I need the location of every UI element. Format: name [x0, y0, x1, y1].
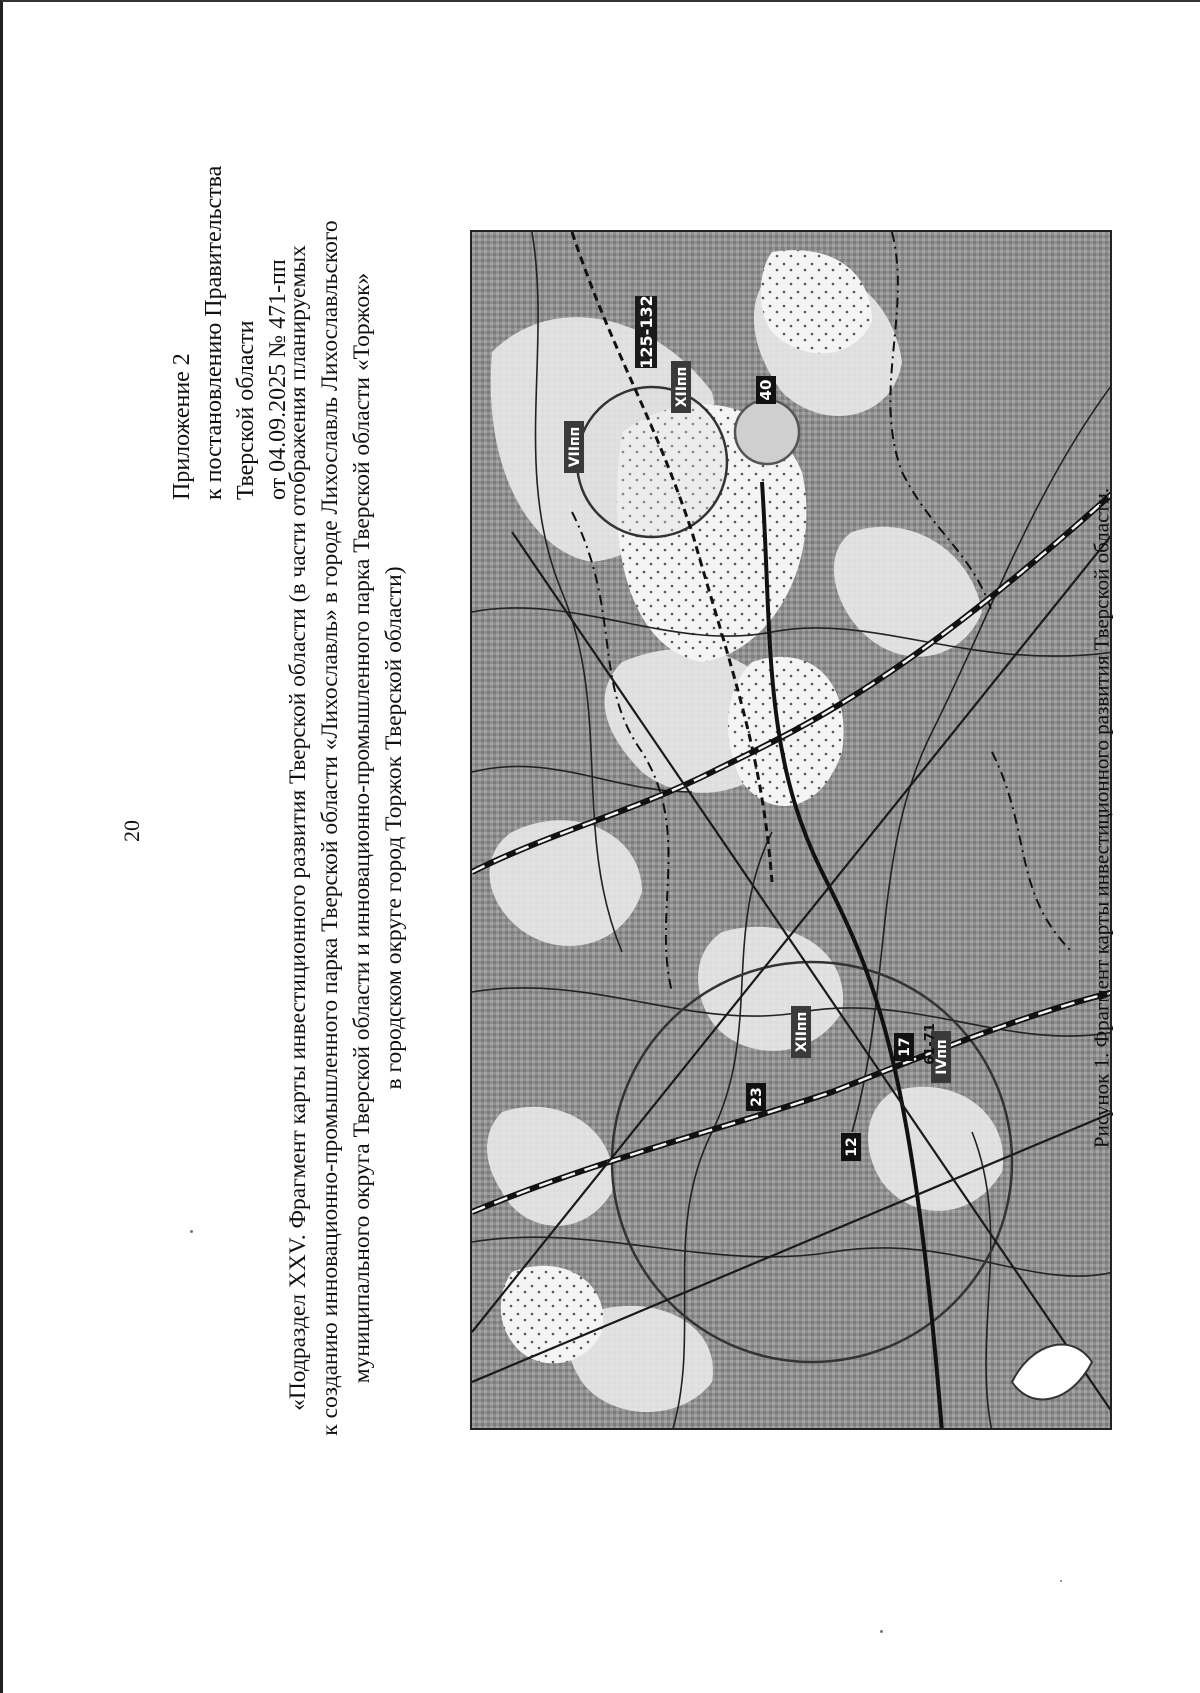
appendix-block	[166, 100, 294, 500]
figure-caption: Рисунок 1. Фрагмент карты инвестиционного развития Тверской области.	[1089, 487, 1114, 1149]
heading-line-1: «Подраздел XXV. Фрагмент карты инвестиционного развития Тверской области (в части отображения планируемых	[285, 245, 311, 1411]
map-label-40: 40	[757, 379, 775, 401]
map-label-125-132: 125-132	[637, 295, 656, 369]
scan-speck	[190, 1230, 193, 1233]
scan-speck	[1060, 1580, 1062, 1582]
section-heading	[282, 118, 410, 1538]
heading-line-3: муниципального округа Тверской области и инновационно-промышленного парка Тверской области «Торжок»	[349, 272, 375, 1384]
appendix-line-2: к постановлению Правительства	[201, 165, 227, 500]
map-svg	[472, 232, 1112, 1430]
map-label-vii: VIIпп	[567, 426, 583, 468]
appendix-line-4: от 04.09.2025 № 471-пп	[265, 259, 291, 500]
heading-line-2: к созданию инновационно-промышленного парка Тверской области «Лихославль» в городе Лихославль Лихославльского	[317, 220, 343, 1436]
appendix-line-1: Приложение 2	[169, 353, 195, 500]
map-label-xiii: XIIпп	[674, 366, 690, 408]
investment-map	[470, 230, 1112, 1430]
scan-speck	[880, 1630, 883, 1633]
heading-line-4: в городском округе город Торжок Тверской области)	[381, 566, 407, 1090]
map-label-23: 23	[749, 1087, 765, 1107]
map-label-12: 12	[844, 1137, 860, 1157]
map-label-61-71: 61-71	[923, 1023, 938, 1065]
page-number: 20	[119, 820, 144, 842]
map-label-xii: XIIпп	[794, 1011, 810, 1053]
appendix-line-3: Тверской области	[233, 320, 259, 500]
map-label-17: 17	[897, 1037, 913, 1057]
map-label-iv: IVпп	[934, 1039, 950, 1075]
